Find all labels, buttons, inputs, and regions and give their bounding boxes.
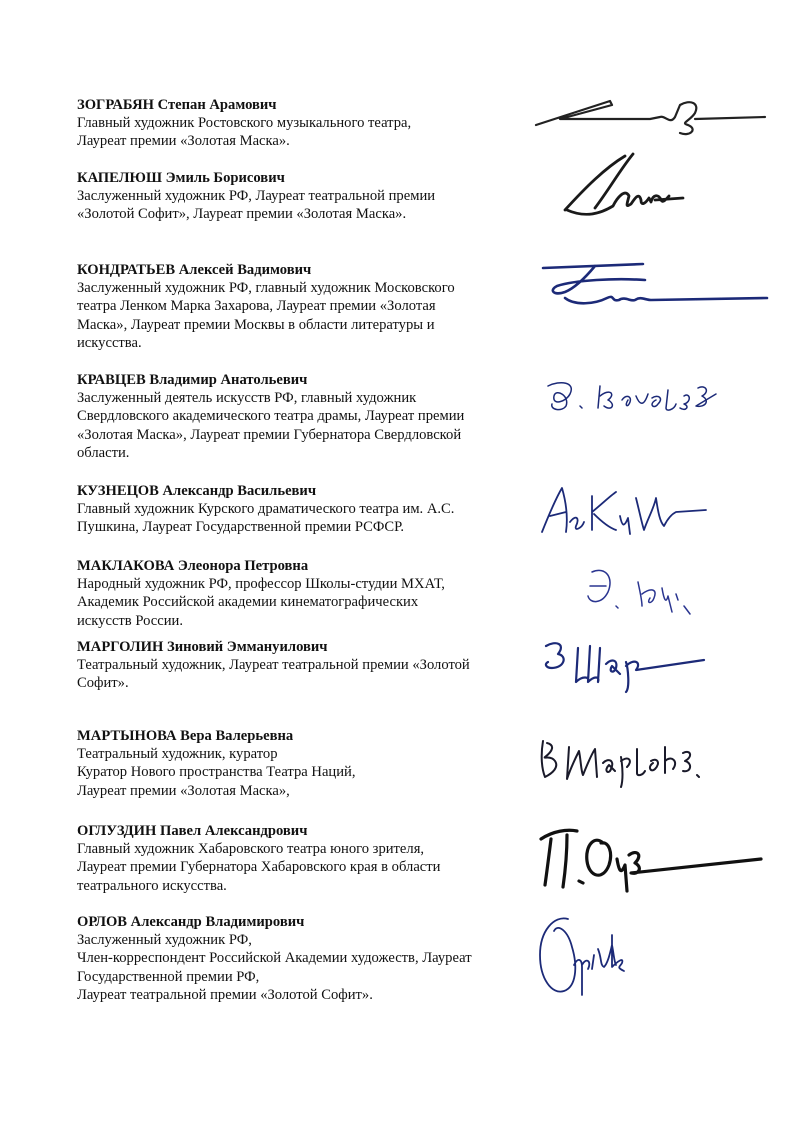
- signature-image: [528, 905, 638, 1010]
- signatory-entry: [77, 96, 527, 151]
- signatory-title-line: Свердловского академического театра драмы, Лауреат премии: [77, 408, 465, 425]
- signatory-title-line: Лауреат премии «Золотая Маска».: [77, 133, 290, 150]
- signatory-entry: [77, 913, 527, 1004]
- signatory-name: ОРЛОВ Александр Владимирович: [77, 914, 305, 930]
- signatory-title-line: театра Ленком Марка Захарова, Лауреат премии «Золотая: [77, 298, 436, 315]
- signatory-title-line: «Золотой Софит», Лауреат премии «Золотая Маска».: [77, 206, 407, 223]
- signature-image: [540, 372, 755, 422]
- signatory-title-line: Главный художник Ростовского музыкального театра,: [77, 115, 412, 132]
- signatory-title-line: Пушкина, Лауреат Государственной премии РСФСР.: [77, 519, 405, 536]
- signature-image: [533, 727, 718, 787]
- signatory-name: МАКЛАКОВА Элеонора Петровна: [77, 558, 309, 574]
- signature-image: [533, 815, 768, 905]
- signatory-entry: [77, 482, 527, 537]
- signatory-entry: [77, 371, 527, 462]
- signatory-title-line: Заслуженный художник РФ, главный художник Московского: [77, 280, 455, 297]
- signature-image: [580, 560, 715, 620]
- signatory-name: МАРГОЛИН Зиновий Эммануилович: [77, 639, 328, 655]
- signatory-name: ЗОГРАБЯН Степан Арамович: [77, 97, 277, 113]
- signatory-entry: [77, 822, 527, 895]
- signatory-title-line: Лауреат театральной премии «Золотой Софит».: [77, 986, 373, 1003]
- signatory-title-line: Главный художник Хабаровского театра юного зрителя,: [77, 841, 425, 858]
- signatory-title-line: театрального искусства.: [77, 877, 227, 894]
- signatory-title-line: Заслуженный художник РФ,: [77, 932, 252, 949]
- signatory-title-line: области.: [77, 444, 130, 461]
- signatory-title-line: Член-корреспондент Российской Академии художеств, Лауреат: [77, 950, 472, 967]
- signatory-title-line: Лауреат премии «Золотая Маска»,: [77, 782, 290, 799]
- signatory-entry: [77, 638, 527, 693]
- signature-image: [538, 630, 713, 695]
- signatory-name: КОНДРАТЬЕВ Алексей Вадимович: [77, 262, 312, 278]
- signature-image: [530, 95, 770, 145]
- signatory-title-line: «Золотая Маска», Лауреат премии Губернатора Свердловской: [77, 426, 462, 443]
- signatory-title-line: Главный художник Курского драматического театра им. А.С.: [77, 501, 455, 518]
- signatory-title-line: Маска», Лауреат премии Москвы в области литературы и: [77, 316, 435, 333]
- signatory-entry: [77, 169, 527, 224]
- signatory-name: МАРТЫНОВА Вера Валерьевна: [77, 728, 294, 744]
- signatory-title-line: Театральный художник, куратор: [77, 746, 278, 763]
- signatory-title-line: Софит».: [77, 675, 129, 692]
- signature-image: [536, 482, 716, 542]
- signatory-title-line: Лауреат премии Губернатора Хабаровского края в области: [77, 859, 441, 876]
- signatory-title-line: Народный художник РФ, профессор Школы-студии МХАТ,: [77, 576, 445, 593]
- signatory-title-line: искусства.: [77, 334, 142, 351]
- signatory-name: КАПЕЛЮШ Эмиль Борисович: [77, 170, 285, 186]
- signatory-entry: [77, 727, 527, 800]
- signatory-title-line: Театральный художник, Лауреат театральной премии «Золотой: [77, 657, 470, 674]
- signatory-title-line: Академик Российской академии кинематографических: [77, 594, 419, 611]
- signature-image: [535, 258, 775, 318]
- signatory-entry: [77, 557, 527, 630]
- signatory-title-line: Государственной премии РФ,: [77, 968, 260, 985]
- signature-image: [555, 148, 695, 243]
- signatory-title-line: Куратор Нового пространства Театра Наций,: [77, 764, 356, 781]
- signatory-name: ОГЛУЗДИН Павел Александрович: [77, 823, 308, 839]
- signatory-entry: [77, 261, 527, 352]
- signatory-title-line: искусств России.: [77, 612, 183, 629]
- signatory-name: КРАВЦЕВ Владимир Анатольевич: [77, 372, 308, 388]
- signatory-title-line: Заслуженный художник РФ, Лауреат театральной премии: [77, 188, 436, 205]
- signatory-name: КУЗНЕЦОВ Александр Васильевич: [77, 483, 317, 499]
- signatory-title-line: Заслуженный деятель искусств РФ, главный художник: [77, 390, 417, 407]
